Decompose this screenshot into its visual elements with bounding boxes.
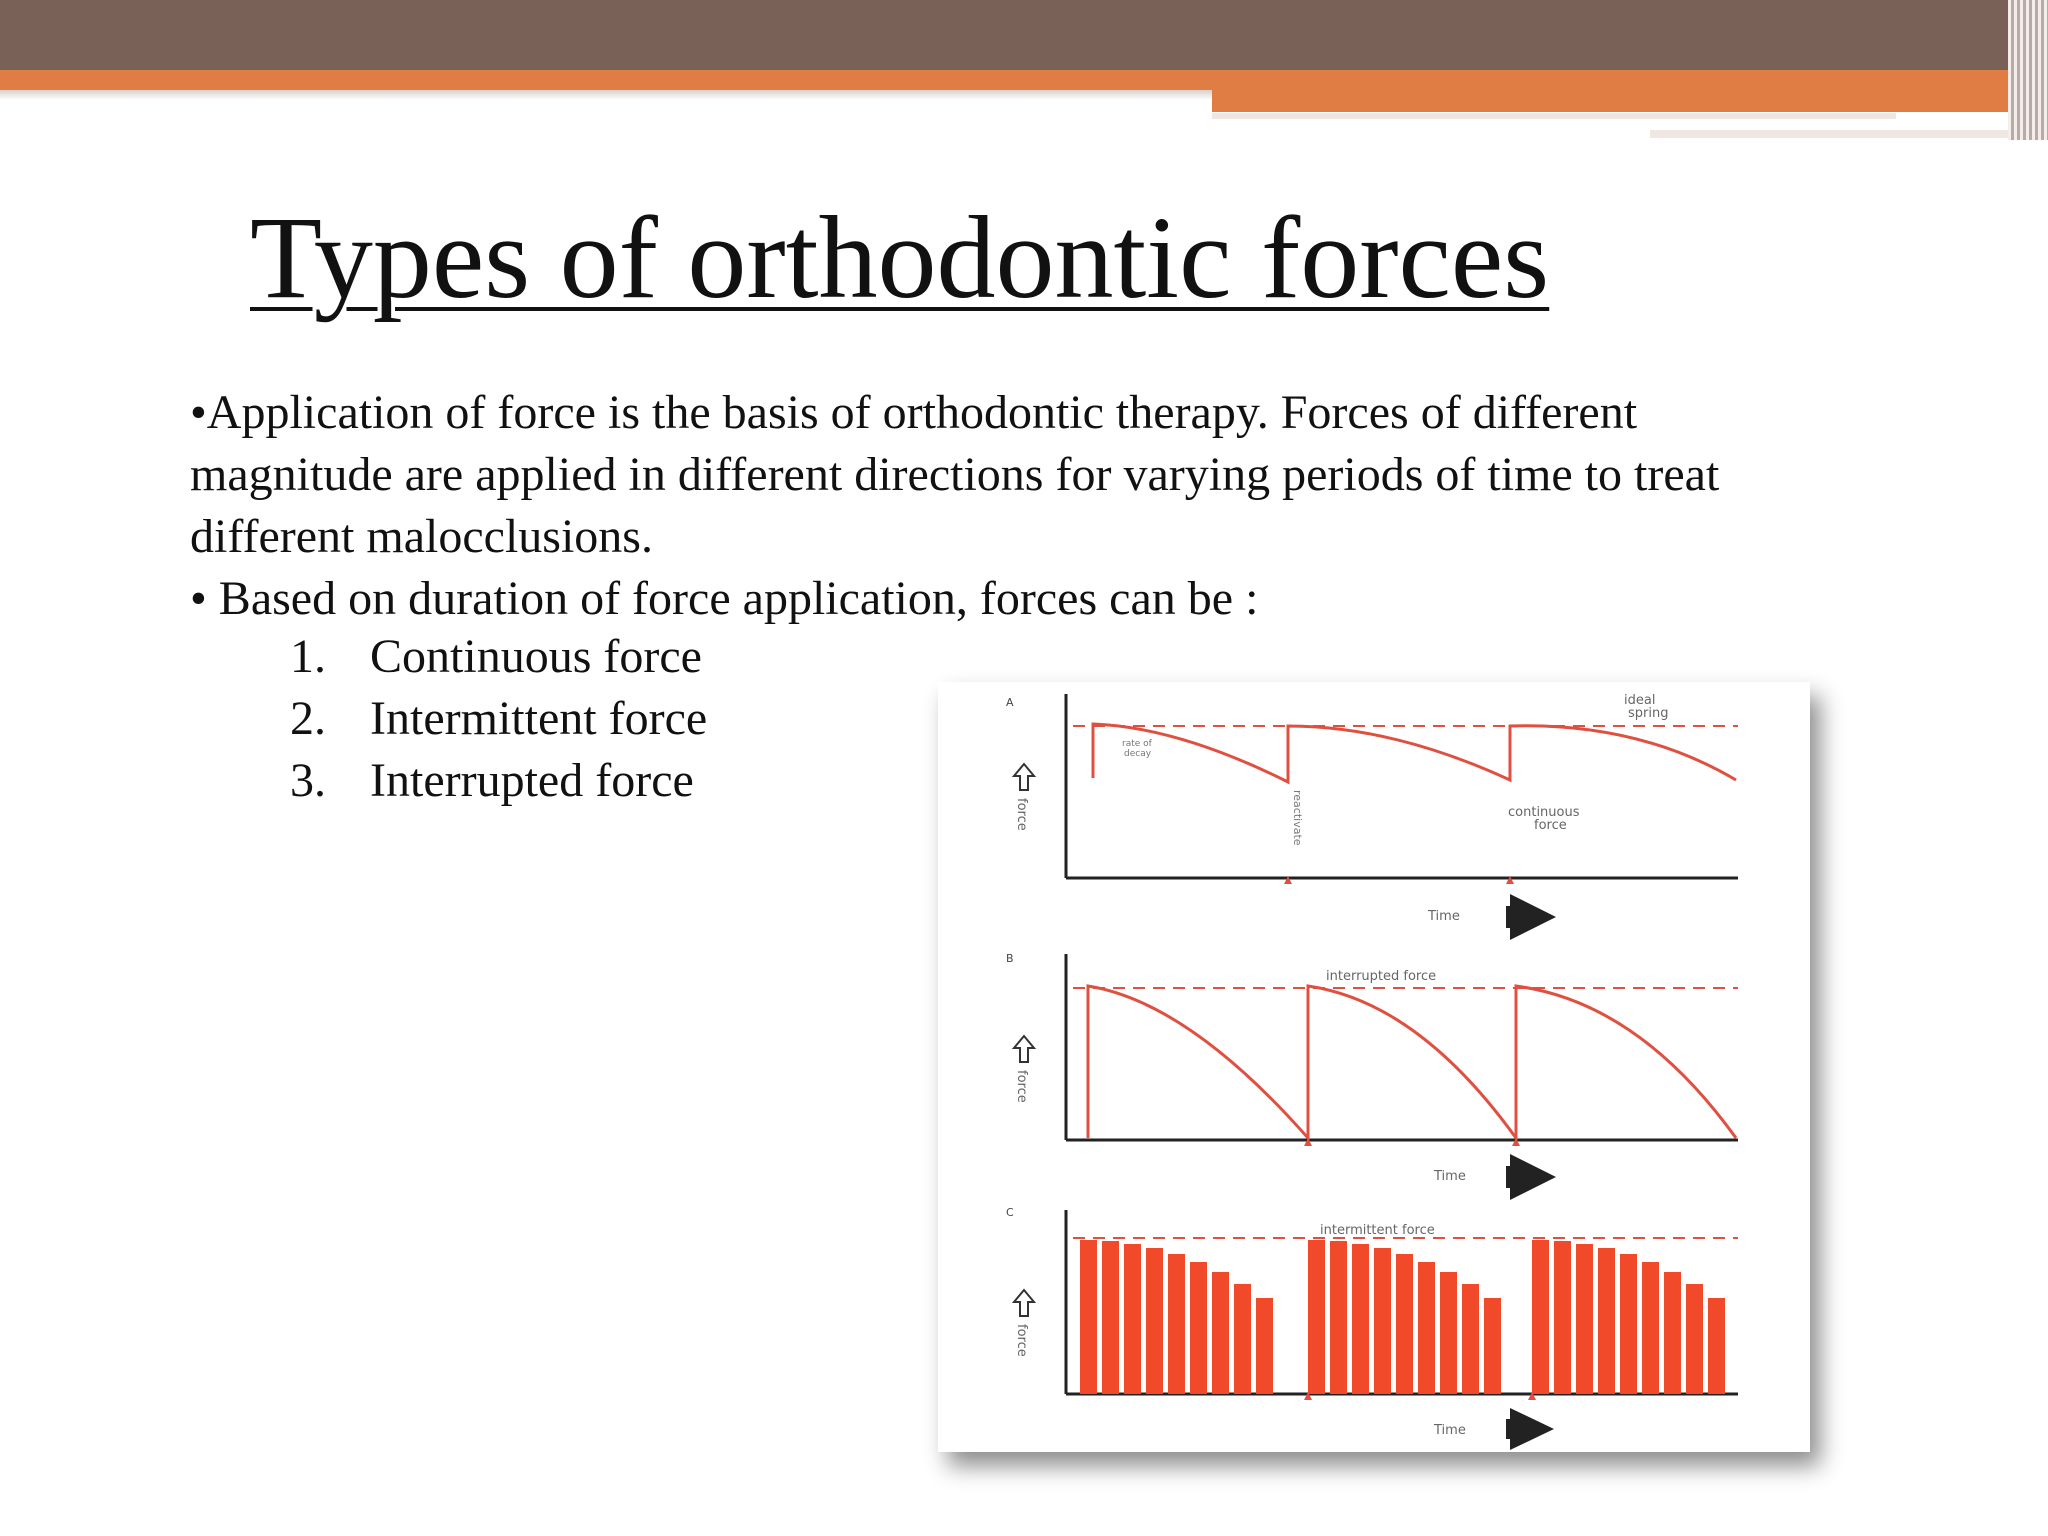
up-arrow-icon — [1014, 764, 1034, 790]
slide-title: Types of orthodontic forces — [250, 192, 1550, 323]
time-arrow-shaft — [1506, 1419, 1518, 1439]
header-band-line — [1212, 113, 1896, 119]
force-bar — [1080, 1240, 1097, 1394]
force-bar — [1256, 1298, 1273, 1394]
force-bar — [1708, 1298, 1725, 1394]
force-diagram — [938, 682, 1810, 1452]
force-bar — [1308, 1240, 1325, 1394]
x-axis-label: Time — [1434, 1423, 1466, 1438]
force-diagram-figure — [938, 682, 1810, 1452]
header-band-shadow — [0, 90, 1212, 100]
force-bar — [1554, 1241, 1571, 1394]
y-axis-label: force — [1014, 1070, 1029, 1103]
list-number: 1. — [290, 630, 326, 683]
force-bar — [1168, 1254, 1185, 1394]
list-number: 2. — [290, 692, 326, 745]
header-band-brown — [0, 0, 2048, 70]
force-bar — [1102, 1241, 1119, 1394]
body-paragraph: • Based on duration of force application, forces can be : — [190, 572, 1259, 625]
continuous-force-curve — [1093, 724, 1736, 782]
force-bar — [1642, 1262, 1659, 1394]
list-label: Interrupted force — [370, 754, 694, 807]
reactivate-label: reactivate — [1291, 790, 1304, 846]
decay-label: rate of — [1122, 739, 1152, 749]
ideal-label: spring — [1628, 706, 1669, 721]
type-label: intermittent force — [1320, 1223, 1435, 1238]
header-edge-lines — [2008, 0, 2048, 140]
force-bar — [1484, 1298, 1501, 1394]
force-bar — [1124, 1244, 1141, 1394]
force-bar — [1234, 1284, 1251, 1394]
y-axis-label: force — [1014, 798, 1029, 831]
force-bar — [1440, 1272, 1457, 1394]
header-band-orange — [0, 70, 2048, 90]
type-label: continuous — [1508, 805, 1580, 820]
force-bar — [1576, 1244, 1593, 1394]
y-axis-label: force — [1014, 1324, 1029, 1357]
panel-c — [1006, 1206, 1738, 1450]
panel-a — [1006, 693, 1738, 940]
force-bar — [1532, 1240, 1549, 1394]
force-bar — [1374, 1248, 1391, 1394]
force-bar — [1686, 1284, 1703, 1394]
force-bar — [1664, 1272, 1681, 1394]
slide-body — [190, 382, 1750, 630]
list-item — [290, 750, 707, 812]
time-arrow-shaft — [1506, 906, 1518, 928]
list-label: Continuous force — [370, 630, 702, 683]
panel-b — [1006, 952, 1738, 1200]
decay-label: decay — [1124, 749, 1152, 759]
type-label: interrupted force — [1326, 969, 1437, 984]
header-band-orange-step — [1212, 88, 2048, 112]
intermittent-force-bars — [1080, 1240, 1725, 1394]
header-band-line — [1650, 130, 2010, 138]
force-bar — [1598, 1248, 1615, 1394]
up-arrow-icon — [1014, 1036, 1034, 1062]
force-bar — [1330, 1241, 1347, 1394]
force-bar — [1620, 1254, 1637, 1394]
up-arrow-icon — [1014, 1290, 1034, 1316]
panel-letter: C — [1006, 1206, 1014, 1219]
list-number: 3. — [290, 754, 326, 807]
force-bar — [1212, 1272, 1229, 1394]
force-bar — [1396, 1254, 1413, 1394]
ideal-label: ideal — [1624, 693, 1656, 708]
list-item — [290, 626, 707, 688]
panel-letter: A — [1006, 696, 1014, 709]
force-bar — [1352, 1244, 1369, 1394]
force-bar — [1462, 1284, 1479, 1394]
body-paragraph: •Application of force is the basis of orthodontic therapy. Forces of different magnitude are applied in different directions for varying periods of time to treat different malocclusions. — [190, 386, 1720, 563]
list-item — [290, 688, 707, 750]
x-axis-label: Time — [1428, 909, 1460, 924]
force-bar — [1190, 1262, 1207, 1394]
x-axis-label: Time — [1434, 1169, 1466, 1184]
force-bar — [1418, 1262, 1435, 1394]
force-type-list — [290, 626, 707, 812]
type-label: force — [1534, 818, 1567, 833]
time-arrow-shaft — [1506, 1166, 1518, 1188]
interrupted-force-curve — [1088, 986, 1736, 1138]
list-label: Intermittent force — [370, 692, 708, 745]
panel-letter: B — [1006, 952, 1014, 965]
force-bar — [1146, 1248, 1163, 1394]
